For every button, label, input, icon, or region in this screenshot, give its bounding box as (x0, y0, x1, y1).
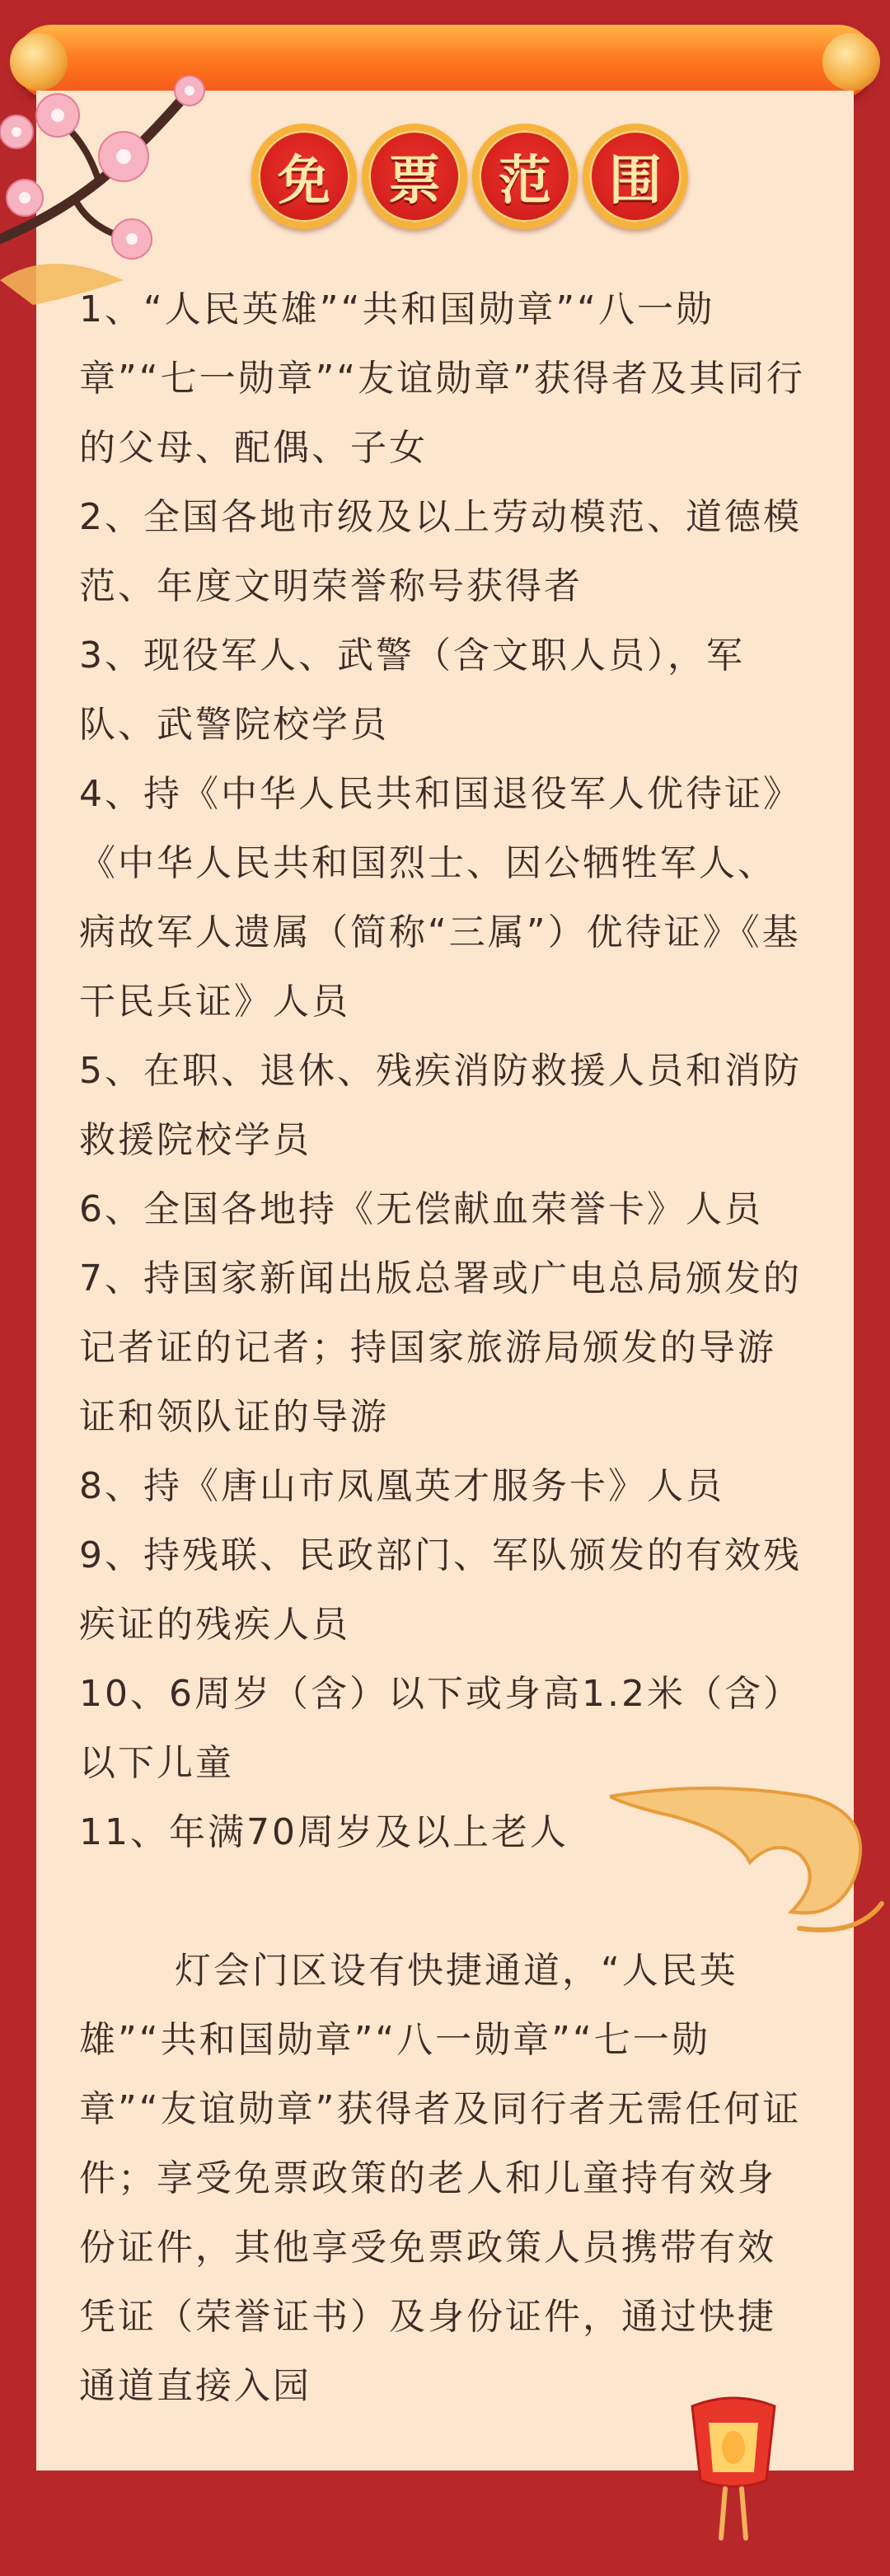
title-char: 围 (609, 151, 662, 212)
title-char: 票 (388, 151, 441, 212)
list-item: 10、6周岁（含）以下或身高1.2米（含）以下儿童 (79, 1673, 802, 1784)
sky-lantern-icon (676, 2390, 791, 2546)
list-item: 4、持《中华人民共和国退役军人优待证》《中华人民共和国烈士、因公牺牲军人、病故军人遗属（简称“三属”）优待证》《基干民兵证》人员 (79, 773, 802, 1023)
list-item: 7、持国家新闻出版总署或广电总局颁发的记者证的记者；持国家旅游局颁发的导游证和领队证的导游 (79, 1258, 802, 1438)
title-char: 免 (278, 151, 330, 212)
list-item: 9、持残联、民政部门、军队颁发的有效残疾证的残疾人员 (79, 1534, 802, 1646)
list-item: 8、持《唐山市凤凰英才服务卡》人员 (79, 1465, 724, 1507)
section-title (251, 124, 688, 239)
title-badge (251, 124, 357, 229)
list-item: 3、现役军人、武警（含文职人员），军队、武警院校学员 (79, 635, 745, 746)
list-item: 11、年满70周岁及以上老人 (79, 1811, 569, 1853)
title-badge (472, 124, 578, 229)
list-item: 2、全国各地市级及以上劳动模范、道德模范、年度文明荣誉称号获得者 (79, 496, 802, 607)
list-item: 5、在职、退休、残疾消防救援人员和消防救援院校学员 (79, 1050, 802, 1161)
title-char: 范 (499, 151, 551, 212)
auspicious-cloud-decoration (610, 1780, 890, 1945)
list-item: 1、“人民英雄”“共和国勋章”“八一勋章”“七一勋章”“友谊勋章”获得者及其同行的父母、配偶、子女 (79, 288, 805, 469)
free-ticket-list (79, 275, 813, 2421)
plum-blossom-branch-decoration (0, 33, 239, 305)
list-item: 6、全国各地持《无偿献血荣誉卡》人员 (79, 1188, 763, 1230)
entry-note: 灯会门区设有快捷通道，“人民英雄”“共和国勋章”“八一勋章”“七一勋章”“友谊勋章”获得者及同行者无需任何证件；享受免票政策的老人和儿童持有效身份证件，其他享受免票政策人员携带有效凭证（荣誉证书）及身份证件，通过快捷通道直接入园 (79, 1950, 802, 2407)
title-badge (362, 124, 467, 229)
title-badge (583, 124, 688, 229)
